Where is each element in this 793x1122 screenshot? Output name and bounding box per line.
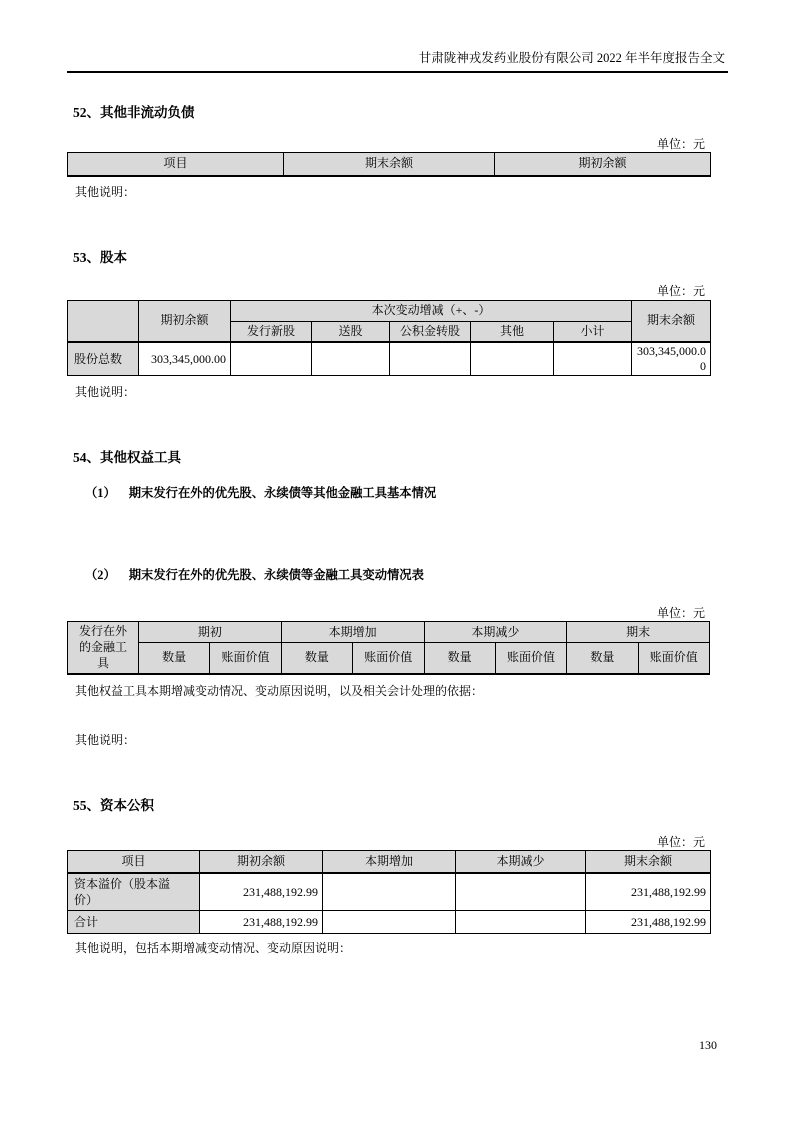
section-55-unit-label: 单位：元 <box>656 834 705 849</box>
cell-new-shares <box>231 342 312 376</box>
cell-ending-balance: 303,345,000.00 <box>632 342 711 376</box>
section-54-item-1 <box>85 485 710 502</box>
section-53-unit-label: 单位：元 <box>656 283 705 298</box>
corner-empty-cell <box>68 300 139 342</box>
column-header-quantity-ending: 数量 <box>567 643 638 674</box>
column-header-book-value-decrease: 账面价值 <box>495 643 566 674</box>
column-header-beginning-balance: 期初余额 <box>495 153 711 176</box>
cell-increase <box>323 873 456 911</box>
column-header-ending-balance: 期末余额 <box>586 850 711 873</box>
column-header-increase: 本期增加 <box>323 850 456 873</box>
table-row-total-shares <box>68 342 711 376</box>
column-header-decrease: 本期减少 <box>456 850 586 873</box>
column-header-ending-balance: 期末余额 <box>284 153 495 176</box>
column-group-ending: 期末 <box>567 622 710 643</box>
corner-header-outstanding-instruments: 发行在外的金融工具 <box>68 622 139 674</box>
column-header-beginning-balance: 期初余额 <box>139 300 231 342</box>
column-group-beginning: 期初 <box>139 622 282 643</box>
section-54-item-2 <box>85 567 710 584</box>
section-54-change-note: 其他权益工具本期增减变动情况、变动原因说明，以及相关会计处理的依据： <box>75 683 484 698</box>
row-label-total-shares: 股份总数 <box>68 342 139 376</box>
table-header-row-groups <box>68 622 710 643</box>
table-header-row <box>68 153 711 176</box>
cell-subtotal <box>554 342 632 376</box>
column-header-subtotal: 小计 <box>554 321 632 342</box>
column-header-beginning-balance: 期初余额 <box>200 850 323 873</box>
capital-reserve-table <box>67 850 711 935</box>
section-55-note: 其他说明，包括本期增减变动情况、变动原因说明： <box>75 941 352 955</box>
item-2-number: （2） <box>85 568 116 582</box>
column-group-decrease: 本期减少 <box>424 622 567 643</box>
cell-beginning-balance: 231,488,192.99 <box>200 911 323 934</box>
table-row-total <box>68 911 711 934</box>
section-52-unit-label: 单位：元 <box>656 137 705 151</box>
section-52-title: 52、其他非流动负债 <box>73 105 195 120</box>
table-header-row <box>68 850 711 873</box>
table-header-row-subcolumns <box>68 643 710 674</box>
cell-other <box>471 342 554 376</box>
table-header-row-groups <box>68 300 711 321</box>
column-header-new-shares: 发行新股 <box>231 321 312 342</box>
column-header-other: 其他 <box>471 321 554 342</box>
section-52-note: 其他说明： <box>75 184 136 199</box>
column-header-quantity-decrease: 数量 <box>424 643 495 674</box>
section-54-other-note: 其他说明： <box>75 732 136 747</box>
item-2-text: 期末发行在外的优先股、永续债等金融工具变动情况表 <box>128 568 424 582</box>
column-header-book-value-ending: 账面价值 <box>638 643 709 674</box>
cell-beginning-balance: 231,488,192.99 <box>200 873 323 911</box>
item-1-number: （1） <box>85 486 116 500</box>
column-header-item: 项目 <box>68 850 200 873</box>
column-header-ending-balance: 期末余额 <box>632 300 711 342</box>
table-row-capital-premium <box>68 873 711 911</box>
section-53-note: 其他说明： <box>75 385 136 399</box>
financial-instruments-change-table <box>67 621 710 675</box>
document-header <box>67 50 728 73</box>
other-noncurrent-liabilities-table <box>67 152 711 177</box>
cell-bonus-shares <box>312 342 390 376</box>
cell-ending-balance: 231,488,192.99 <box>586 911 711 934</box>
cell-decrease <box>456 873 586 911</box>
row-label-capital-premium: 资本溢价（股本溢价） <box>68 873 200 911</box>
column-header-quantity-beginning: 数量 <box>139 643 210 674</box>
section-54-unit-label: 单位：元 <box>656 606 705 620</box>
row-label-total: 合计 <box>68 911 200 934</box>
column-header-book-value-increase: 账面价值 <box>353 643 424 674</box>
column-header-item: 项目 <box>68 153 284 176</box>
section-55-title: 55、资本公积 <box>73 797 154 813</box>
column-header-bonus-shares: 送股 <box>312 321 390 342</box>
column-group-increase: 本期增加 <box>281 622 424 643</box>
section-53-title: 53、股本 <box>73 249 127 265</box>
cell-beginning-balance: 303,345,000.00 <box>139 342 231 376</box>
share-capital-table <box>67 300 711 377</box>
cell-decrease <box>456 911 586 934</box>
cell-reserve-conversion <box>390 342 471 376</box>
column-header-reserve-conversion: 公积金转股 <box>390 321 471 342</box>
page-content <box>67 73 710 956</box>
item-1-text: 期末发行在外的优先股、永续债等其他金融工具基本情况 <box>128 486 437 500</box>
column-header-book-value-beginning: 账面价值 <box>210 643 281 674</box>
cell-increase <box>323 911 456 934</box>
column-group-change: 本次变动增减（+、-） <box>231 300 632 321</box>
cell-ending-balance: 231,488,192.99 <box>586 873 711 911</box>
document-header-title: 甘肃陇神戎发药业股份有限公司 2022 年半年度报告全文 <box>418 51 725 65</box>
page-number: 130 <box>699 1038 717 1052</box>
section-54-title: 54、其他权益工具 <box>73 450 181 465</box>
column-header-quantity-increase: 数量 <box>281 643 352 674</box>
